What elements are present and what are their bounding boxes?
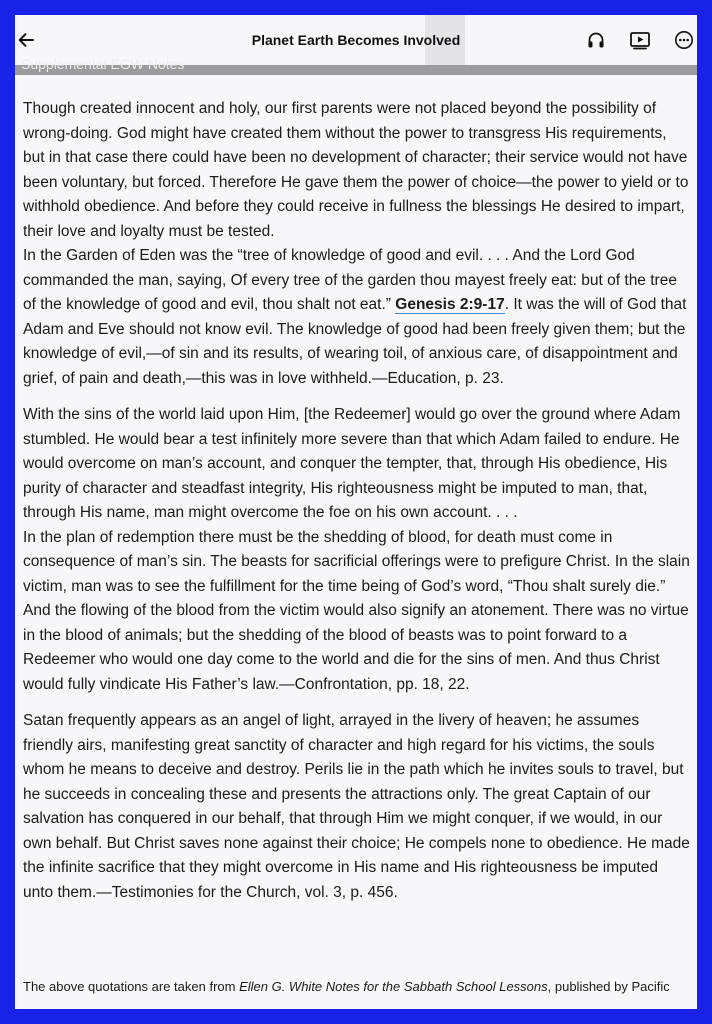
play-video-icon (629, 30, 651, 50)
audio-button[interactable] (585, 29, 607, 51)
paragraph-text: . It was the will of God that Adam and Eve should not know evil. The knowledge of good had been freely given them; but the knowledge of evil,—of sin and its results, of wearing toil, of anxious care, of disappointment and grief, of pain and death,—this was in love withheld.—Education, p. 23. (23, 296, 687, 387)
arrow-left-icon (17, 31, 35, 49)
paragraph: In the plan of redemption there must be the shedding of blood, for death must come in consequence of man’s sin. The beasts for sacrificial offerings were to prefigure Christ. In the slain victim, man was to see the fulfillment for the time being of God’s word, “Thou shalt surely die.” And the flowing of the blood from the victim would also signify an atonement. There was no virtue in the blood of animals; but the shedding of the blood of beasts was to point forward to a Redeemer who would one day come to the world and die for the sins of men. And thus Christ would fully vindicate His Father’s law.—Confrontation, pp. 18, 22. (23, 528, 690, 693)
back-button[interactable] (15, 29, 37, 51)
paragraph: Though created innocent and holy, our first parents were not placed beyond the possibility of wrong-doing. God might have created them without the power to transgress His requirements, but in that case there could have been no development of character; their service would not have been voluntary, but forced. Therefore He gave them the power of choice—the power to yield or to withhold obedience. And before they could receive in fullness the blessings He desired to impart, their love and loyalty must be tested. (23, 100, 689, 240)
headphones-icon (586, 30, 606, 50)
page-title: Planet Earth Becomes Involved (251, 32, 461, 48)
paragraph: With the sins of the world laid upon Him, [the Redeemer] would go over the ground where Adam stumbled. He would bear a test infinitely more severe than that which Adam failed to endure. He would overcome on man’s account, and conquer the tempter, that, through His obedience, His purity of character and steadfast integrity, His righteousness might be imputed to man, that, through His name, man might overcome the foe on his own account. . . . (23, 406, 681, 521)
paragraph: Satan frequently appears as an angel of light, arrayed in the livery of heaven; he assumes friendly airs, manifesting great sanctity of character and high regard for his victims, the souls whom he means to deceive and destroy. Perils lie in the path which he invites souls to travel, but he succeeds in concealing these and presents the attractions only. The great Captain of our salvation has conquered in our behalf, that through Him we might conquer, if we would, in our own behalf. But Christ saves none against their choice; He compels none to obedience. He made the infinite sacrifice that they might overcome in His name and His righteousness be imputed unto them.—Testimonies for the Church, vol. 3, p. 456. (23, 712, 690, 901)
section-header (15, 56, 697, 75)
video-button[interactable] (629, 29, 651, 51)
app-screen (15, 15, 697, 1009)
more-options-icon (674, 30, 694, 50)
scripture-reference-link[interactable]: Genesis 2:9-17 (395, 296, 505, 313)
more-options-button[interactable] (673, 29, 695, 51)
paragraph-text: In the Garden of Eden was the “tree of knowledge of good and evil. . . . And the Lord God commanded the man, saying, Of every tree of the garden thou mayest freely eat: but of the tree of the knowledge of good and evil, thou shalt not eat.” (23, 247, 677, 313)
reading-content (23, 97, 691, 917)
section-label: Supplemental EGW Notes (21, 56, 185, 72)
footnote (23, 975, 691, 999)
footnote-book-title: Ellen G. White Notes for the Sabbath School Lessons (239, 979, 548, 994)
paragraph (23, 244, 691, 391)
footnote-text: , published by Pacific (547, 979, 670, 994)
footnote-text: The above quotations are taken from (23, 979, 240, 994)
